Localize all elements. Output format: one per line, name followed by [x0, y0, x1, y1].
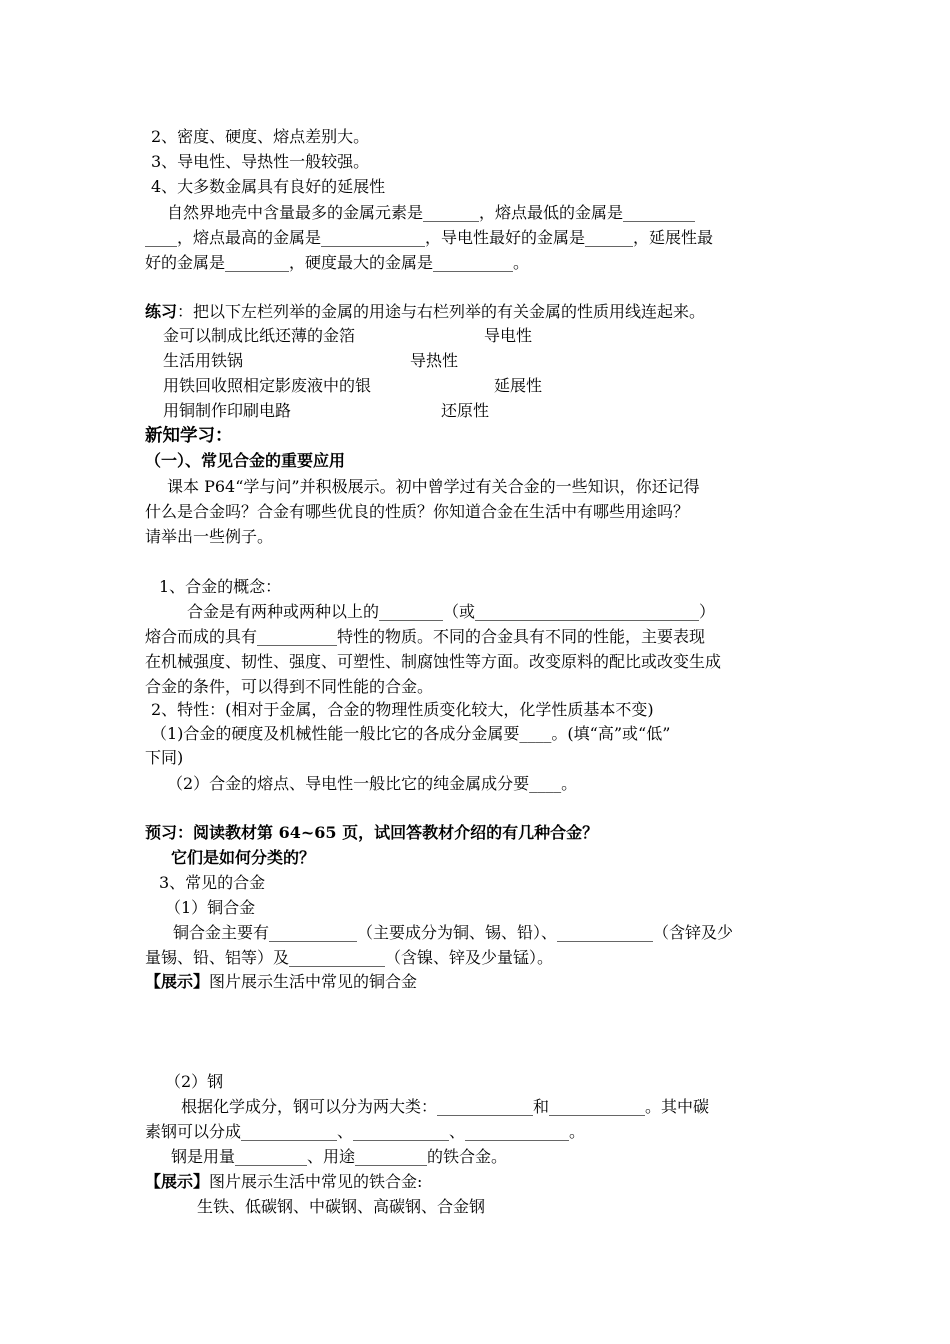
property-2: 2、密度、硬度、熔点差别大。 [151, 127, 370, 146]
intro-line-1: 课本 P64“学与问”并积极展示。初中曾学过有关合金的一些知识，你还记得 [167, 477, 700, 496]
copper-alloy-line-1: 铜合金主要有___________（主要成分为铜、锡、铅）、____________（含锌及少 [173, 923, 734, 942]
match-right-4: 还原性 [441, 401, 490, 420]
properties-heading: 2、特性：(相对于金属，合金的物理性质变化较大，化学性质基本不变) [151, 700, 654, 719]
preview-question-2: 它们是如何分类的？ [171, 848, 316, 867]
display-text-2: 图片展示生活中常见的铁合金: [209, 1172, 423, 1191]
copper-alloy-line-2: 量锡、铅、铝等）及____________（含镍、锌及少量锰）。 [145, 948, 554, 967]
alloy-concept-line-1: 合金是有两种或两种以上的________（或____________________________） [187, 602, 716, 621]
exercise-label: 练习 [145, 302, 178, 321]
exercise-instruction [145, 301, 705, 323]
steel-line-2: 素钢可以分成____________、____________、_____________。 [145, 1122, 586, 1141]
property-3: 3、导电性、导热性一般较强。 [151, 152, 370, 171]
property-hardness-line-2: 下同) [145, 748, 184, 767]
steel-line-3: 钢是用量_________、用途_________的铁合金。 [171, 1147, 508, 1166]
match-right-3: 延展性 [494, 376, 543, 395]
fill-in-line-1: 自然界地壳中含量最多的金属元素是_______，熔点最低的金属是_________ [167, 203, 696, 222]
alloy-concept-line-4: 合金的条件，可以得到不同性能的合金。 [145, 677, 434, 696]
alloy-concept-heading: 1、合金的概念： [159, 577, 282, 596]
match-left-4: 用铜制作印刷电路 [163, 401, 292, 420]
copper-alloy-heading: （1）铜合金 [165, 898, 256, 917]
intro-line-3: 请举出一些例子。 [145, 527, 274, 546]
property-4: 4、大多数金属具有良好的延展性 [151, 177, 386, 196]
display-iron-alloy [145, 1171, 422, 1193]
match-left-3: 用铁回收照相定影废液中的银 [163, 376, 372, 395]
section-heading-new-knowledge: 新知学习： [145, 426, 233, 446]
steel-line-1: 根据化学成分，钢可以分为两大类：____________和____________。其中碳 [181, 1097, 710, 1116]
steel-heading: （2）钢 [165, 1072, 224, 1091]
subsection-heading-alloy-applications: （一）、常见合金的重要应用 [145, 451, 346, 470]
common-alloys-heading: 3、常见的合金 [159, 873, 266, 892]
match-right-1: 导电性 [484, 326, 533, 345]
fill-in-line-2: ____，熔点最高的金属是_____________，导电性最好的金属是______，延展性最 [145, 228, 714, 247]
exercise-text: ：把以下左栏列举的金属的用途与右栏列举的有关金属的性质用线连起来。 [177, 302, 706, 321]
iron-alloy-list: 生铁、低碳钢、中碳钢、高碳钢、合金钢 [197, 1197, 486, 1216]
alloy-concept-line-3: 在机械强度、韧性、强度、可塑性、制腐蚀性等方面。改变原料的配比或改变生成 [145, 652, 722, 671]
alloy-concept-line-2: 熔合而成的具有__________特性的物质。不同的合金具有不同的性能，主要表现 [145, 627, 706, 646]
property-hardness-line-1: （1)合金的硬度及机械性能一般比它的各成分金属要____。(填“高”或“低” [151, 724, 671, 743]
display-copper-alloy [145, 971, 417, 993]
property-melting-point: （2）合金的熔点、导电性一般比它的纯金属成分要____。 [167, 774, 578, 793]
display-label-1: 【展示】 [145, 972, 210, 991]
match-right-2: 导热性 [410, 351, 459, 370]
match-left-1: 金可以制成比纸还薄的金箔 [163, 326, 356, 345]
display-label-2: 【展示】 [145, 1172, 210, 1191]
fill-in-line-3: 好的金属是________，硬度最大的金属是__________。 [145, 253, 530, 272]
match-left-2: 生活用铁锅 [163, 351, 244, 370]
intro-line-2: 什么是合金吗？合金有哪些优良的性质？你知道合金在生活中有哪些用途吗？ [145, 502, 690, 521]
preview-question-1: 预习：阅读教材第 64~65 页，试回答教材介绍的有几种合金？ [145, 823, 599, 842]
display-text-1: 图片展示生活中常见的铜合金 [209, 972, 418, 991]
